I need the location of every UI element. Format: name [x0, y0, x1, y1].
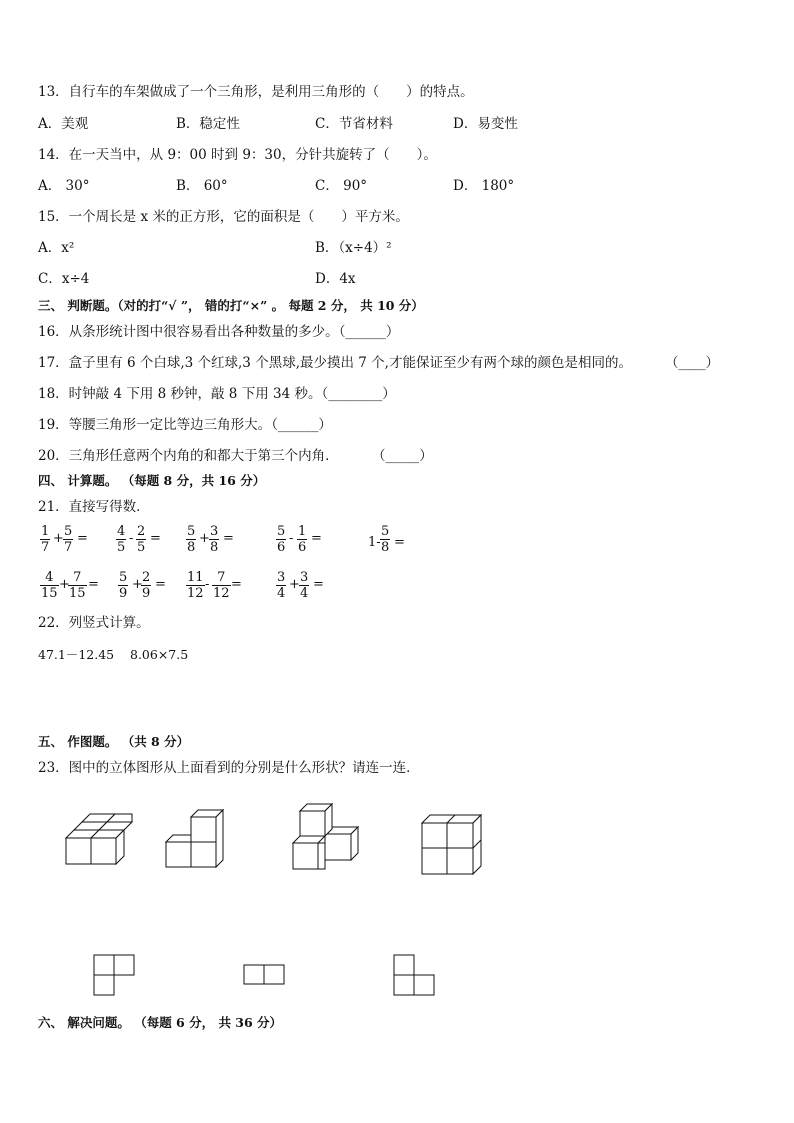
- denominator: 15: [41, 586, 58, 601]
- numerator: 2: [142, 570, 151, 585]
- denominator: 4: [277, 586, 286, 601]
- q15-option-a: A．x²: [38, 240, 75, 256]
- q19-blank[interactable]: （______）: [271, 417, 332, 433]
- q17-stem: 17．盒子里有 6 个白球,3 个红球,3 个黑球,最少摸出 7 个,才能保证至少有两个球的颜色是相同的。: [38, 355, 632, 371]
- top-view-2: [244, 965, 284, 984]
- q13-option-c: C．节省材料: [315, 116, 393, 132]
- lead-term: 1-: [368, 535, 381, 550]
- numerator: 2: [137, 524, 146, 539]
- denominator: 7: [64, 540, 73, 555]
- numerator: 11: [187, 570, 204, 585]
- numerator: 5: [187, 524, 196, 539]
- q14-option-b: B． 60°: [176, 178, 228, 194]
- denominator: 12: [213, 586, 230, 601]
- equals-sign: =: [311, 531, 322, 546]
- q19-stem: 19．等腰三角形一定比等边三角形大。: [38, 417, 272, 433]
- numerator: 1: [41, 524, 50, 539]
- operator: +: [59, 577, 70, 592]
- operator: -: [289, 531, 294, 546]
- numerator: 5: [277, 524, 286, 539]
- numerator: 7: [212, 570, 231, 586]
- denominator: 8: [210, 540, 219, 555]
- q20-stem: 20．三角形任意两个内角的和都大于第三个内角．: [38, 448, 339, 464]
- solid-figure-4: [422, 815, 481, 874]
- denominator: 5: [137, 540, 146, 555]
- operator: +: [132, 577, 143, 592]
- numerator: 3: [277, 570, 286, 585]
- q13-option-d: D．易变性: [453, 116, 518, 132]
- q13-option-a: A．美观: [38, 116, 89, 132]
- section-3-heading: 三、 判断题。（对的打“√ ”， 错的打“×” 。 每题 2 分， 共 10 分）: [38, 298, 424, 313]
- operator: +: [199, 531, 210, 546]
- numerator: 7: [68, 570, 87, 586]
- operator: +: [289, 577, 300, 592]
- denominator: 9: [119, 586, 128, 601]
- q15-option-d: D．4x: [315, 271, 356, 287]
- q14-option-d: D． 180°: [453, 178, 515, 194]
- equals-sign: =: [150, 531, 161, 546]
- section-6-heading: 六、 解决问题。 （每题 6 分， 共 36 分）: [38, 1015, 283, 1030]
- numerator: 5: [64, 524, 73, 539]
- equals-sign: =: [155, 577, 166, 592]
- denominator: 8: [187, 540, 196, 555]
- operator: -: [129, 531, 134, 546]
- q23-stem: 23．图中的立体图形从上面看到的分别是什么形状？请连一连．: [38, 760, 420, 776]
- section-4-heading: 四、 计算题。 （每题 8 分，共 16 分）: [38, 473, 266, 488]
- q14-option-c: C． 90°: [315, 178, 368, 194]
- equals-sign: =: [394, 535, 405, 550]
- numerator: 1: [298, 524, 307, 539]
- q22-item-1: 47.1－12.45: [38, 647, 115, 662]
- denominator: 6: [277, 540, 286, 555]
- numerator: 3: [210, 524, 219, 539]
- denominator: 9: [142, 586, 151, 601]
- denominator: 5: [117, 540, 126, 555]
- q14-option-a: A． 30°: [38, 178, 90, 194]
- denominator: 4: [300, 586, 309, 601]
- q16-stem: 16．从条形统计图中很容易看出各种数量的多少。: [38, 324, 339, 340]
- equals-sign: =: [77, 531, 88, 546]
- numerator: 5: [119, 570, 128, 585]
- q22-item-2: 8.06×7.5: [130, 647, 189, 662]
- q15-option-b: B．（x÷4）²: [315, 240, 392, 256]
- solid-figure-3: [293, 804, 358, 869]
- equals-sign: =: [231, 577, 242, 592]
- q22-stem: 22．列竖式计算。: [38, 615, 150, 631]
- numerator: 4: [40, 570, 59, 586]
- denominator: 8: [381, 540, 390, 555]
- denominator: 15: [69, 586, 86, 601]
- q13-stem: 13．自行车的车架做成了一个三角形，是利用三角形的（ ）的特点。: [38, 84, 474, 100]
- numerator: 3: [300, 570, 309, 585]
- equals-sign: =: [88, 577, 99, 592]
- solid-figure-1: [66, 814, 132, 864]
- q18-stem: 18．时钟敲 4 下用 8 秒钟，敲 8 下用 34 秒。: [38, 386, 322, 402]
- numerator: 4: [117, 524, 126, 539]
- solid-figure-2: [166, 810, 223, 867]
- top-view-1: [94, 955, 134, 995]
- q13-option-b: B．稳定性: [176, 116, 240, 132]
- denominator: 6: [298, 540, 307, 555]
- q18-blank[interactable]: （________）: [321, 386, 396, 402]
- equals-sign: =: [223, 531, 234, 546]
- operator: +: [53, 531, 64, 546]
- q14-stem: 14．在一天当中，从 9：00 时到 9：30，分针共旋转了（ ）。: [38, 147, 437, 163]
- q15-option-c: C．x÷4: [38, 271, 90, 287]
- operator: -: [205, 577, 210, 592]
- q17-blank[interactable]: （____）: [665, 355, 719, 371]
- q16-blank[interactable]: （______）: [338, 324, 400, 340]
- equals-sign: =: [313, 577, 324, 592]
- section-5-heading: 五、 作图题。 （共 8 分）: [38, 734, 190, 749]
- denominator: 12: [187, 586, 204, 601]
- q21-stem: 21．直接写得数．: [38, 499, 150, 515]
- top-view-3: [394, 955, 434, 995]
- numerator: 5: [381, 524, 390, 539]
- denominator: 7: [41, 540, 50, 555]
- q20-blank[interactable]: （_____）: [372, 448, 433, 464]
- q15-stem: 15．一个周长是 x 米的正方形，它的面积是（ ）平方米。: [38, 209, 409, 225]
